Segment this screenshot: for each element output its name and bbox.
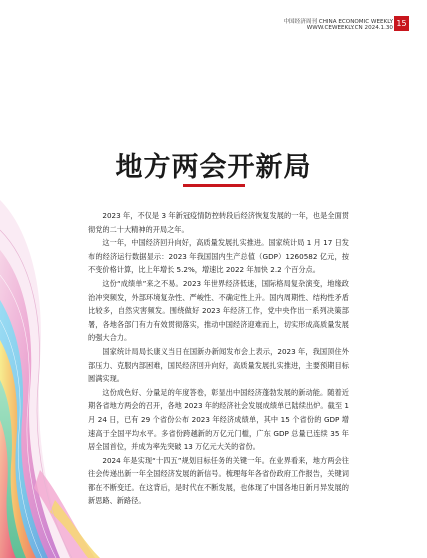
paragraph: 这份“成绩单”来之不易。2023 年世界经济低迷，国际格局复杂演变，地缘政治冲突频发，外部环境复杂性、严峻性、不确定性上升。国内周期性、结构性矛盾比较多，自然灾害频发。围绕做好 2023 年经济工作，党中央作出一系列决策部署，各地各部门有力有效贯彻落实，推动中国经济迎难而上，切实形成高质量发展的强大合力。 bbox=[88, 278, 349, 343]
magazine-name: 中国经济周刊 CHINA ECONOMIC WEEKLY bbox=[283, 19, 393, 25]
article-title: 地方两会开新局 bbox=[115, 152, 312, 183]
paragraph: 2024 年是实现“十四五”规划目标任务的关键一年。在业界看来，地方两会往往会传递出新一年全国经济发展的新信号。梳理每年各省份政府工作报告，关键词都在不断变迁。在这背后，是时代在不断发展，也体现了中国各地日新月异发展的新思路、新路径。 bbox=[88, 455, 349, 506]
article-body bbox=[88, 209, 349, 508]
website-and-date: WWW.CEWEEKLY.CN 2024.1.30 bbox=[306, 25, 393, 31]
title-underline bbox=[183, 184, 245, 187]
paragraph: 2023 年，不仅是 3 年新冠疫情防控转段后经济恢复发展的一年，也是全面贯彻党的二十大精神的开局之年。 bbox=[88, 211, 349, 234]
paragraph: 这一年，中国经济回升向好，高质量发展扎实推进。国家统计局 1 月 17 日发布的经济运行数据显示：2023 年我国国内生产总值（GDP）1260582 亿元，按不变价格计算，比上年增长 5.2%，增速比 2022 年加快 2.2 个百分点。 bbox=[88, 238, 349, 275]
page-number-badge: 15 bbox=[394, 16, 409, 31]
paragraph: 这份成色好、分量足的年度答卷，彰显出中国经济蓬勃发展的新动能。随着近期各省地方两会的召开，各地 2023 年的经济社会发展成绩单已陆续出炉。截至 1 月 24 日，已有 29 个省份公布 2023 年经济成绩单，其中 15 个省份的 GDP 增速高于全国平均水平。多省份跨越新的万亿元门槛，广东 GDP 总量已连续 35 年居全国首位，并成为率先突破 13 万亿元大关的省份。 bbox=[88, 387, 349, 452]
paragraph: 国家统计局局长康义当日在国新办新闻发布会上表示，2023 年，我国顶住外部压力、克服内部困难，国民经济回升向好，高质量发展扎实推进，主要预期目标圆满实现。 bbox=[88, 346, 349, 384]
